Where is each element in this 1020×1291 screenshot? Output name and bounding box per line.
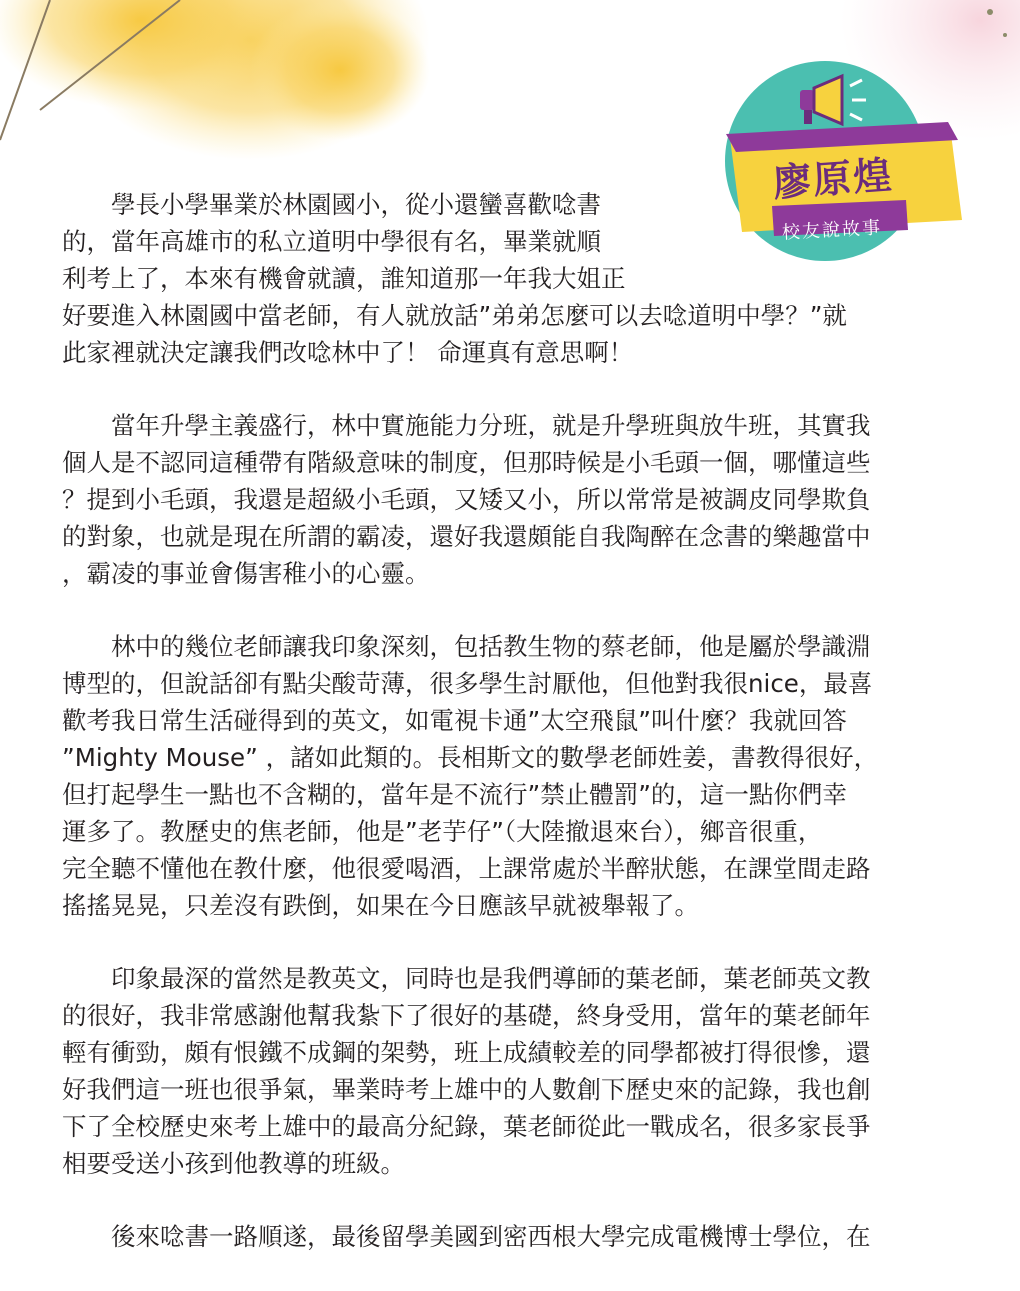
paragraph-line: 個人是不認同這種帶有階級意味的制度，但那時候是小毛頭一個，哪懂這些 xyxy=(62,448,871,477)
paragraph-line: 歡考我日常生活碰得到的英文，如電視卡通”太空飛鼠”叫什麼？我就回答 xyxy=(62,706,847,735)
paragraph-line: 的很好，我非常感謝他幫我紮下了很好的基礎，終身受用，當年的葉老師年 xyxy=(62,1001,871,1030)
paragraph-line: 當年升學主義盛行，林中實施能力分班，就是升學班與放牛班，其實我 xyxy=(111,411,871,440)
paragraph-line: 好要進入林園國中當老師，有人就放話”弟弟怎麼可以去唸道明中學？”就 xyxy=(62,301,847,330)
paragraph-line: 印象最深的當然是教英文，同時也是我們導師的葉老師，葉老師英文教 xyxy=(111,964,871,993)
paragraph-line: 此家裡就決定讓我們改唸林中了！ 命運真有意思啊！ xyxy=(62,338,634,367)
paragraph-line: 林中的幾位老師讓我印象深刻，包括教生物的蔡老師，他是屬於學識淵 xyxy=(111,632,871,661)
badge-name: 廖原煌 xyxy=(771,152,895,206)
paragraph-1 xyxy=(62,186,958,371)
paragraph-line: 利考上了，本來有機會就讀，誰知道那一年我大姐正 xyxy=(62,264,626,293)
paragraph-line: 的，當年高雄市的私立道明中學很有名，畢業就順 xyxy=(62,227,601,256)
paragraph-line: ，霸凌的事並會傷害稚小的心靈。 xyxy=(62,559,430,588)
badge-subtitle: 校友說故事 xyxy=(781,217,883,244)
paragraph-line: 博型的，但說話卻有點尖酸苛薄，很多學生討厭他，但他對我很nice，最喜 xyxy=(62,669,873,698)
paragraph-4 xyxy=(62,960,958,1182)
paragraph-line: 學長小學畢業於林園國小，從小還蠻喜歡唸書 xyxy=(111,190,601,219)
article-body xyxy=(62,186,958,1291)
paragraph-line: 下了全校歷史來考上雄中的最高分紀錄，葉老師從此一戰成名，很多家長爭 xyxy=(62,1112,871,1141)
paragraph-line: 輕有衝勁，頗有恨鐵不成鋼的架勢，班上成績較差的同學都被打得很慘，還 xyxy=(62,1038,871,1067)
paragraph-3 xyxy=(62,628,958,924)
paragraph-line: 運多了。教歷史的焦老師，他是”老芋仔”（大陸撤退來台），鄉音很重， xyxy=(62,817,823,846)
paragraph-line: ？提到小毛頭，我還是超級小毛頭，又矮又小，所以常常是被調皮同學欺負 xyxy=(62,485,871,514)
paragraph-line: 完全聽不懂他在教什麼，他很愛喝酒，上課常處於半醉狀態，在課堂間走路 xyxy=(62,854,871,883)
paragraph-line: 但打起學生一點也不含糊的，當年是不流行”禁止體罰”的，這一點你們幸 xyxy=(62,780,847,809)
paragraph-line: 搖搖晃晃，只差沒有跌倒，如果在今日應該早就被舉報了。 xyxy=(62,891,699,920)
paragraph-line: 後來唸書一路順遂，最後留學美國到密西根大學完成電機博士學位，在 xyxy=(111,1222,871,1251)
paragraph-line: 好我們這一班也很爭氣，畢業時考上雄中的人數創下歷史來的記錄，我也創 xyxy=(62,1075,871,1104)
paragraph-line: 的對象，也就是現在所謂的霸凌，還好我還頗能自我陶醉在念書的樂趣當中 xyxy=(62,522,871,551)
paragraph-2 xyxy=(62,407,958,592)
paragraph-5 xyxy=(62,1218,958,1255)
paragraph-line: ”Mighty Mouse” ，諸如此類的。長相斯文的數學老師姓姜，書教得很好， xyxy=(62,743,879,772)
paragraph-line: 相要受送小孩到他教導的班級。 xyxy=(62,1149,405,1178)
